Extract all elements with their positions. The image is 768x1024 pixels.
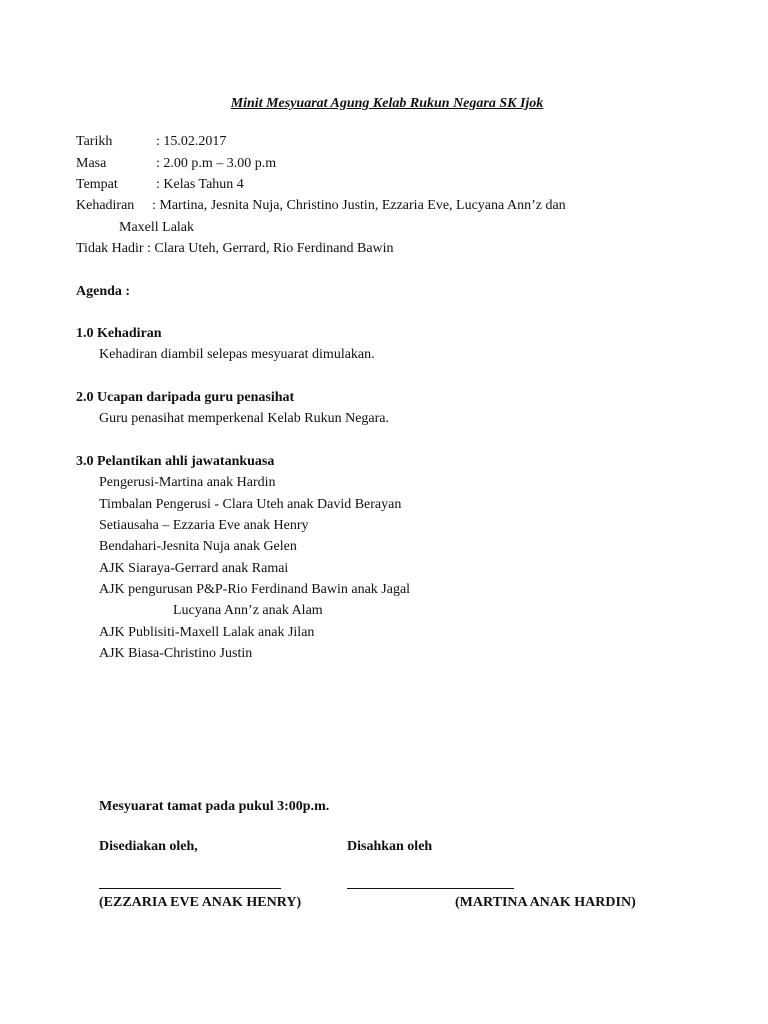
- prepared-by-name: (EZZARIA EVE ANAK HENRY): [99, 895, 302, 910]
- tempat-value: : Kelas Tahun 4: [156, 177, 244, 192]
- approved-by-name: (MARTINA ANAK HARDIN): [455, 895, 636, 910]
- agenda-heading: Agenda :: [76, 284, 131, 299]
- committee-item-setiausaha: Setiausaha – Ezzaria Eve anak Henry: [99, 518, 309, 533]
- committee-item-biasa: AJK Biasa-Christino Justin: [99, 646, 253, 661]
- section-2-heading: 2.0 Ucapan daripada guru penasihat: [76, 390, 295, 405]
- section-2-text: Guru penasihat memperkenal Kelab Rukun Negara.: [99, 411, 390, 426]
- masa-label: Masa: [76, 156, 107, 171]
- kehadiran-value: : Martina, Jesnita Nuja, Christino Justin, Ezzaria Eve, Lucyana Ann’z dan: [152, 198, 566, 213]
- masa-value: : 2.00 p.m – 3.00 p.m: [156, 156, 277, 171]
- committee-item-timbalan: Timbalan Pengerusi - Clara Uteh anak David Berayan: [99, 497, 402, 512]
- section-1-heading: 1.0 Kehadiran: [76, 326, 162, 341]
- committee-item-pengerusi: Pengerusi-Martina anak Hardin: [99, 475, 276, 490]
- section-1-text: Kehadiran diambil selepas mesyuarat dimulakan.: [99, 347, 375, 362]
- tarikh-value: : 15.02.2017: [156, 134, 227, 149]
- section-3-heading: 3.0 Pelantikan ahli jawatankuasa: [76, 454, 275, 469]
- kehadiran-label: Kehadiran: [76, 198, 135, 213]
- tidak-hadir-line: Tidak Hadir : Clara Uteh, Gerrard, Rio Ferdinand Bawin: [76, 241, 394, 256]
- prepared-by-label: Disediakan oleh,: [99, 839, 198, 854]
- approved-by-label: Disahkan oleh: [347, 839, 433, 854]
- committee-item-pengurusan: AJK pengurusan P&P-Rio Ferdinand Bawin anak Jagal: [99, 582, 411, 597]
- approved-signature-line: [347, 888, 514, 889]
- committee-item-pengurusan-2: Lucyana Ann’z anak Alam: [173, 603, 323, 618]
- committee-item-bendahari: Bendahari-Jesnita Nuja anak Gelen: [99, 539, 297, 554]
- document-title: Minit Mesyuarat Agung Kelab Rukun Negara SK Ijok: [230, 96, 544, 111]
- committee-item-publisiti: AJK Publisiti-Maxell Lalak anak Jilan: [99, 625, 315, 640]
- tarikh-label: Tarikh: [76, 134, 113, 149]
- prepared-signature-line: [99, 888, 281, 889]
- tempat-label: Tempat: [76, 177, 118, 192]
- closing-statement: Mesyuarat tamat pada pukul 3:00p.m.: [99, 799, 330, 814]
- committee-item-siaraya: AJK Siaraya-Gerrard anak Ramai: [99, 561, 289, 576]
- kehadiran-value-continued: Maxell Lalak: [119, 220, 195, 235]
